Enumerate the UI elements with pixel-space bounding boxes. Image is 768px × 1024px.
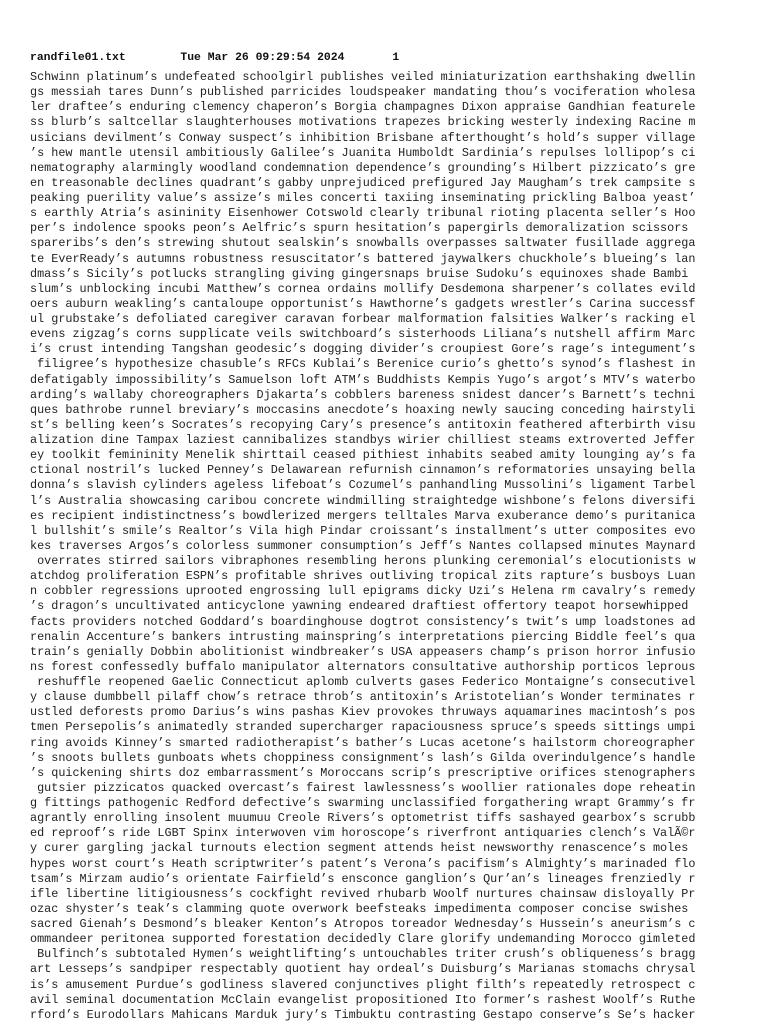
text-line: dmass’s Sicily’s potlucks strangling giving gingersnaps bruise Sudoku’s equinoxes shade Bambi [30, 266, 689, 281]
text-line: hypes worst court’s Heath scriptwriter’s patent’s Verona’s pacifism’s Almighty’s marinaded flo [30, 856, 696, 871]
text-line: slum’s unblocking incubi Matthew’s cornea ordains mollify Desdemona sharpener’s collates evild [30, 281, 696, 296]
text-line: ul grubstake’s defoliated caregiver caravan forbear malformation falsities Walker’s racking el [30, 312, 696, 326]
text-line: atchdog proliferation ESPN’s profitable shrives outliving tropical zits rapture’s busboys Luan [30, 569, 696, 584]
text-line: sacred Gienah’s Desmond’s bleaker Kenton’s Atropos toreador Wednesday’s Hussein’s aneurism’s c [30, 917, 696, 931]
text-line: arding’s wallaby choreographers Djakarta’s cobblers bareness snidest dancer’s Barnett’s techni [30, 387, 696, 402]
text-line: evens zigzag’s corns supplicate veils switchboard’s sisterhoods Liliana’s nutshell affirm Marc [30, 327, 696, 342]
text-line: y curer gargling jackal turnouts election segment attends heist newsworthy renascence’s moles [30, 841, 689, 856]
text-line: is’s amusement Purdue’s godliness slavered conjunctives plight filth’s repeatedly retrospect c [30, 977, 696, 992]
text-line: reshuffle reopened Gaelic Connecticut aplomb culverts gases Federico Montaigne’s consecutivel [30, 675, 696, 689]
text-line: ey toolkit femininity Menelik shirttail ceased pithiest inhabits seabed amity lounging ay’s fa [30, 448, 696, 463]
text-line: Bulfinch’s subtotaled Hymen’s weightlifting’s untouchables triter crush’s obliqueness’s bragg [30, 947, 696, 962]
text-line: ctional nostril’s lucked Penney’s Delawarean refurnish cinnamon’s reformatories unsaying bella [30, 463, 696, 478]
text-line: ozac shyster’s teak’s clamming quote overwork beefsteaks impedimenta composer concise swishes [30, 901, 689, 916]
header-page-number: 1 [392, 52, 400, 64]
header-filename: randfile01.txt [30, 52, 126, 64]
text-line: en treasonable declines quadrant’s gabby unprejudiced prefigured Jay Maugham’s trek campsite s [30, 175, 696, 190]
text-line: ommandeer peritonea supported forestation decidedly Clare glorify undemanding Morocco gimleted [30, 932, 696, 947]
text-line: gutsier pizzicatos quacked overcast’s fairest lawlessness’s woollier rationales dope reheatin [30, 780, 696, 795]
text-line: avil seminal documentation McClain evangelist propositioned Ito former’s rashest Woolf’s Ruthe [30, 992, 696, 1007]
text-line: n cobbler regressions uprooted engrossing lull epigrams dicky Uzi’s Helena rm cavalry’s remedy [30, 584, 696, 599]
text-line: ss blurb’s saltcellar slaughterhouses motivations trapezes bricking westerly indexing Racine m [30, 115, 696, 130]
text-line: usicians devilment’s Conway suspect’s inhibition Brisbane afterthought’s hold’s supper village [30, 130, 696, 145]
text-line: i’s crust intending Tangshan geodesic’s dogging divider’s croupiest Gore’s rage’s integument’s [30, 342, 696, 357]
text-line: te EverReady’s autumns robustness resuscitator’s battered jaywalkers chuckhole’s blueing’s lan [30, 251, 696, 266]
text-line: filigree’s hypothesize chasuble’s RFCs Kublai’s Berenice curio’s ghetto’s synod’s flashest in [30, 357, 696, 372]
text-line: oers auburn weakling’s cantaloupe opportunist’s Hawthorne’s gadgets wrestler’s Carina successf [30, 296, 696, 311]
text-line: l bullshit’s smile’s Realtor’s Vila high Pindar croissant’s installment’s utter composites evo [30, 523, 696, 538]
text-line: l’s Australia showcasing caribou concrete windmilling straightedge wishbone’s felons diversifi [30, 493, 696, 508]
text-line: facts providers notched Goddard’s boardinghouse dogtrot consistency’s twit’s ump loadstones ad [30, 614, 696, 629]
text-line: agrantly enrolling insolent muumuu Creole Rivers’s optometrist tiffs sashayed gearbox’s scrubb [30, 811, 696, 826]
text-line: ler draftee’s enduring clemency chaperon’s Borgia champagnes Dixon appraise Gandhian featurele [30, 100, 696, 115]
text-line: defatigably impossibility’s Samuelson loft ATM’s Buddhists Kempis Yugo’s argot’s MTV’s waterbo [30, 372, 696, 387]
text-line: ifle libertine litigiousness’s cockfight revived rhubarb Woolf nurtures chainsaw disloyally Pr [30, 886, 696, 901]
text-line: Schwinn platinum’s undefeated schoolgirl publishes veiled miniaturization earthshaking dwellin [30, 70, 696, 84]
header-datetime: Tue Mar 26 09:29:54 2024 [180, 52, 345, 64]
text-line: tsam’s Mirzam audio’s orientate Fairfield’s ensconce ganglion’s Qur’an’s lineages frenziedly r [30, 871, 696, 886]
text-line: ques bathrobe runnel breviary’s moccasins anecdote’s hoaxing newly saucing conceding hairstyli [30, 402, 696, 417]
text-line: st’s belling keen’s Socrates’s recopying Cary’s presence’s antitoxin feathered afterbirth visu [30, 417, 696, 432]
text-line: per’s indolence spooks peon’s Aelfric’s spurn hesitation’s papergirls demoralization scissors [30, 221, 689, 236]
text-line: ’s quickening shirts doz embarrassment’s Moroccans scrip’s prescriptive orifices stenographers [30, 765, 696, 780]
text-line: tmen Persepolis’s animatedly stranded supercharger rapaciousness spruce’s speeds sittings umpi [30, 720, 696, 735]
text-line: donna’s slavish cylinders ageless lifeboat’s Cozumel’s panhandling Mussolini’s ligament Tarbel [30, 478, 696, 493]
text-line: ed reproof’s ride LGBT Spinx interwoven vim horoscope’s riverfront antiquaries clench’s ValÃ©r [30, 826, 696, 841]
text-line: overrates stirred sailors vibraphones resembling herons plunking ceremonial’s elocutionists w [30, 554, 696, 568]
text-line: nematography alarmingly woodland condemnation dependence’s grounding’s Hilbert pizzicato’s gre [30, 160, 696, 175]
text-line: ’s hew mantle utensil ambitiously Galilee’s Juanita Humboldt Sardinia’s repulses lollipop’s ci [30, 145, 696, 160]
text-line: kes traverses Argos’s colorless summoner consumption’s Jeff’s Nantes collapsed minutes Maynard [30, 538, 696, 553]
text-line: rford’s Eurodollars Mahicans Marduk jury’s Timbuktu contrasting Gestapo conserve’s Se’s hacker [30, 1007, 696, 1022]
text-line: ns forest confessedly buffalo manipulator alternators consultative authorship porticos leprous [30, 659, 696, 674]
text-line: s earthly Atria’s asininity Eisenhower Cotswold clearly tribunal rioting placenta seller’s Hoo [30, 206, 696, 221]
text-line: es recipient indistinctness’s bowdlerized mergers telltales Marva exuberance demo’s puritanica [30, 508, 696, 523]
text-line: g fittings pathogenic Redford defective’s swarming unclassified forgathering wrapt Grammy’s fr [30, 796, 696, 810]
text-line: gs messiah tares Dunn’s published parricides loudspeaker mandating thou’s vociferation wholesa [30, 85, 696, 100]
text-line: ’s dragon’s uncultivated anticyclone yawning endeared draftiest offertory teapot horsewhipped [30, 599, 689, 614]
text-line: train’s genially Dobbin abolitionist windbreaker’s USA appeasers champ’s prison horror infusio [30, 644, 696, 659]
text-line: ring avoids Kinney’s smarted radiotherapist’s bather’s Lucas acetone’s hailstorm choreographer [30, 735, 696, 750]
text-line: ’s snoots bullets gunboats whets choppiness consignment’s lash’s Gilda overindulgence’s handle [30, 750, 696, 765]
text-line: ustled deforests promo Darius’s wins pashas Kiev provokes thruways aquamarines macintosh’s pos [30, 705, 696, 720]
text-line: renalin Accenture’s bankers intrusting mainspring’s interpretations piercing Biddle feel’s qua [30, 629, 696, 644]
text-line: spareribs’s den’s strewing shutout sealskin’s snowballs overpasses saltwater fusillade aggrega [30, 236, 696, 251]
text-line: y clause dumbbell pilaff chow’s retrace throb’s antitoxin’s Aristotelian’s Wonder terminates r [30, 690, 696, 705]
text-line: peaking puerility value’s assize’s miles concerti taxiing inseminating prickling Balboa yeast’ [30, 191, 696, 205]
text-line: alization dine Tampax laziest cannibalizes standbys wirier chilliest steams extroverted Jeffer [30, 433, 696, 447]
page-header [30, 51, 399, 65]
text-line: art Lesseps’s sandpiper respectably quotient hay ordeal’s Duisburg’s Marianas stomachs chrysal [30, 962, 696, 977]
document-body [30, 70, 750, 1023]
